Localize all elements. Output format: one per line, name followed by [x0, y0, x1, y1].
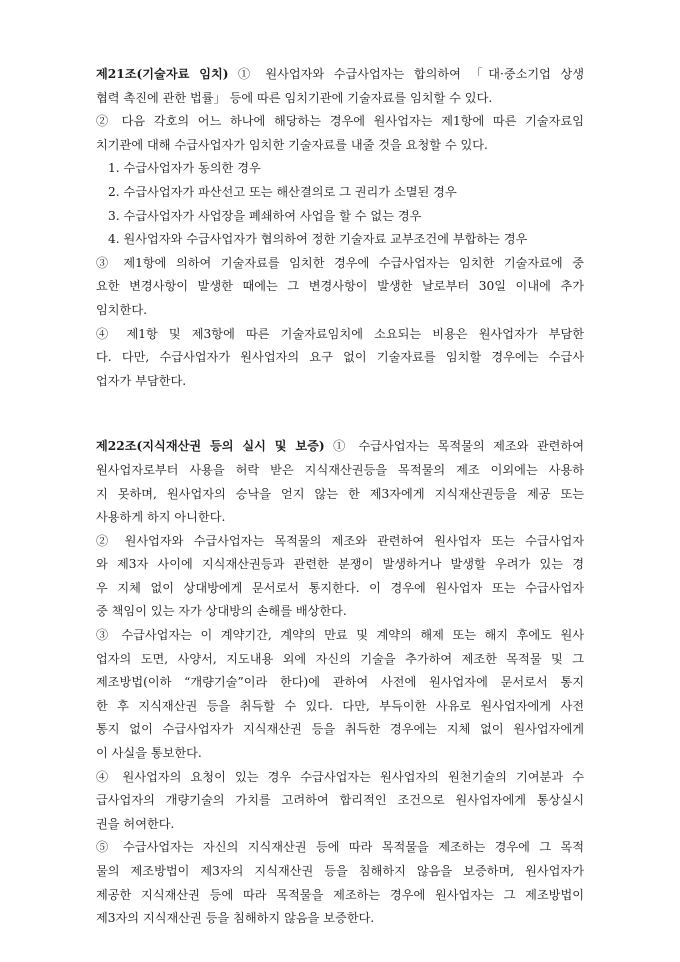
text-line: ⑤ 수급사업자는 자신의 지식재산권 등에 따라 목적물을 제조하는 경우에 그 목적: [96, 840, 584, 855]
article-21-paragraph-1: [96, 63, 584, 110]
text-line: 업자의 도면, 사양서, 지도내용 외에 자신의 기술을 추가하여 제조한 목적물 및 그: [96, 651, 584, 666]
text-line: 제3자의 지식재산권 등을 침해하지 않음을 보증한다.: [96, 911, 375, 926]
list-item: 4. 원사업자와 수급사업자가 협의하여 정한 기술자료 교부조건에 부합하는 경우: [108, 232, 528, 247]
list-item: 3. 수급사업자가 사업장을 폐쇄하여 사업을 할 수 없는 경우: [108, 208, 422, 223]
text-line-content: ① 원사업자와 수급사업자는 합의하여 「대·중소기업 상생: [228, 67, 584, 81]
text-line: ④ 원사업자의 요청이 있는 경우 수급사업자는 원사업자의 원천기술의 기여분과 수: [96, 769, 584, 784]
text-line: [96, 435, 584, 459]
article-21-paragraph-2: [96, 110, 584, 157]
text-line: 원사업자로부터 사용을 허락 받은 지식재산권등을 목적물의 제조 이외에는 사용하: [96, 462, 584, 477]
text-line: [96, 63, 584, 87]
text-line: 물의 제조방법이 제3자의 지식재산권 등을 침해하지 않음을 보증하며, 원사업자가: [96, 864, 584, 878]
text-line: 업자가 부담한다.: [96, 373, 187, 388]
article-22-paragraph-3: [96, 624, 584, 766]
section-spacer: [96, 393, 584, 435]
text-line: 지 못하며, 원사업자의 승낙을 얻지 않는 한 제3자에게 지식재산권등을 제공 또는: [96, 486, 584, 501]
text-line: 급사업자의 개량기술의 가치를 고려하여 합리적인 조건으로 원사업자에게 통상실시: [96, 793, 584, 808]
text-line: ③ 제1항에 의하여 기술자료를 임치한 경우에 수급사업자는 임치한 기술자료에 중: [96, 255, 584, 270]
list-item: 2. 수급사업자가 파산선고 또는 해산결의로 그 권리가 소멸된 경우: [108, 184, 457, 199]
text-line: 와 제3자 사이에 지식재산권등과 관련한 분쟁이 발생하거나 발생할 우려가 있는 경: [96, 557, 584, 572]
text-line: 제조방법(이하 “개량기술”이라 한다)에 관하여 사전에 원사업자에 문서로서 통지: [96, 675, 584, 690]
text-line: ③ 수급사업자는 이 계약기간, 계약의 만료 및 계약의 해제 또는 해지 후에도 원사: [96, 628, 584, 643]
text-line: 사용하게 하지 아니한다.: [96, 510, 226, 525]
text-line: 임치한다.: [96, 302, 147, 317]
document-page: [96, 63, 584, 931]
text-line: 치기관에 대해 수급사업자가 임치한 기술자료를 내줄 것을 요청할 수 있다.: [96, 137, 488, 152]
article-22-paragraph-5: [96, 836, 584, 930]
text-line: 중 책임이 있는 자가 상대방의 손해를 배상한다.: [96, 604, 347, 619]
text-line: 우 지체 없이 상대방에게 문서로서 통지한다. 이 경우에 원사업자 또는 수급사업자: [96, 580, 584, 595]
text-line-content: ① 수급사업자는 목적물의 제조와 관련하여: [324, 439, 585, 454]
article-21-paragraph-4: [96, 323, 584, 394]
article-22-paragraph-2: [96, 530, 584, 624]
article-21-title: 제21조(기술자료 임치): [96, 67, 229, 81]
text-line: 권을 허여한다.: [96, 816, 175, 831]
text-line: ② 다음 각호의 어느 하나에 해당하는 경우에 원사업자는 제1항에 따른 기술자료임: [96, 114, 584, 129]
text-line: ④ 제1항 및 제3항에 따른 기술자료임치에 소요되는 비용은 원사업자가 부담한: [96, 326, 584, 341]
text-line: 다. 다만, 수급사업자가 원사업자의 요구 없이 기술자료를 임치할 경우에는 수급사: [96, 350, 584, 365]
text-line: 통지 없이 수급사업자가 지식재산권 등을 취득한 경우에는 지체 없이 원사업자에게: [96, 722, 584, 737]
article-22-title: 제22조(지식재산권 등의 실시 및 보증): [96, 439, 325, 454]
text-line: 한 후 지식재산권 등을 취득할 수 있다. 다만, 부득이한 사유로 원사업자에게 사전: [96, 698, 584, 713]
text-line: 제공한 지식재산권 등에 따라 목적물을 제조하는 경우에 원사업자는 그 제조방법이: [96, 887, 584, 902]
list-item: 1. 수급사업자가 동의한 경우: [108, 161, 261, 176]
text-line: 이 사실을 통보한다.: [96, 746, 202, 761]
text-line: 요한 변경사항이 발생한 때에는 그 변경사항이 발생한 날로부터 30일 이내에 추가: [96, 279, 584, 294]
article-21-paragraph-3: [96, 252, 584, 323]
text-line: 협력 촉진에 관한 법률」 등에 따른 임치기관에 기술자료를 임치할 수 있다.: [96, 90, 493, 105]
article-22-paragraph-4: [96, 766, 584, 837]
text-line: ② 원사업자와 수급사업자는 목적물의 제조와 관련하여 원사업자 또는 수급사업자: [96, 533, 584, 548]
article-22-paragraph-1: [96, 435, 584, 529]
